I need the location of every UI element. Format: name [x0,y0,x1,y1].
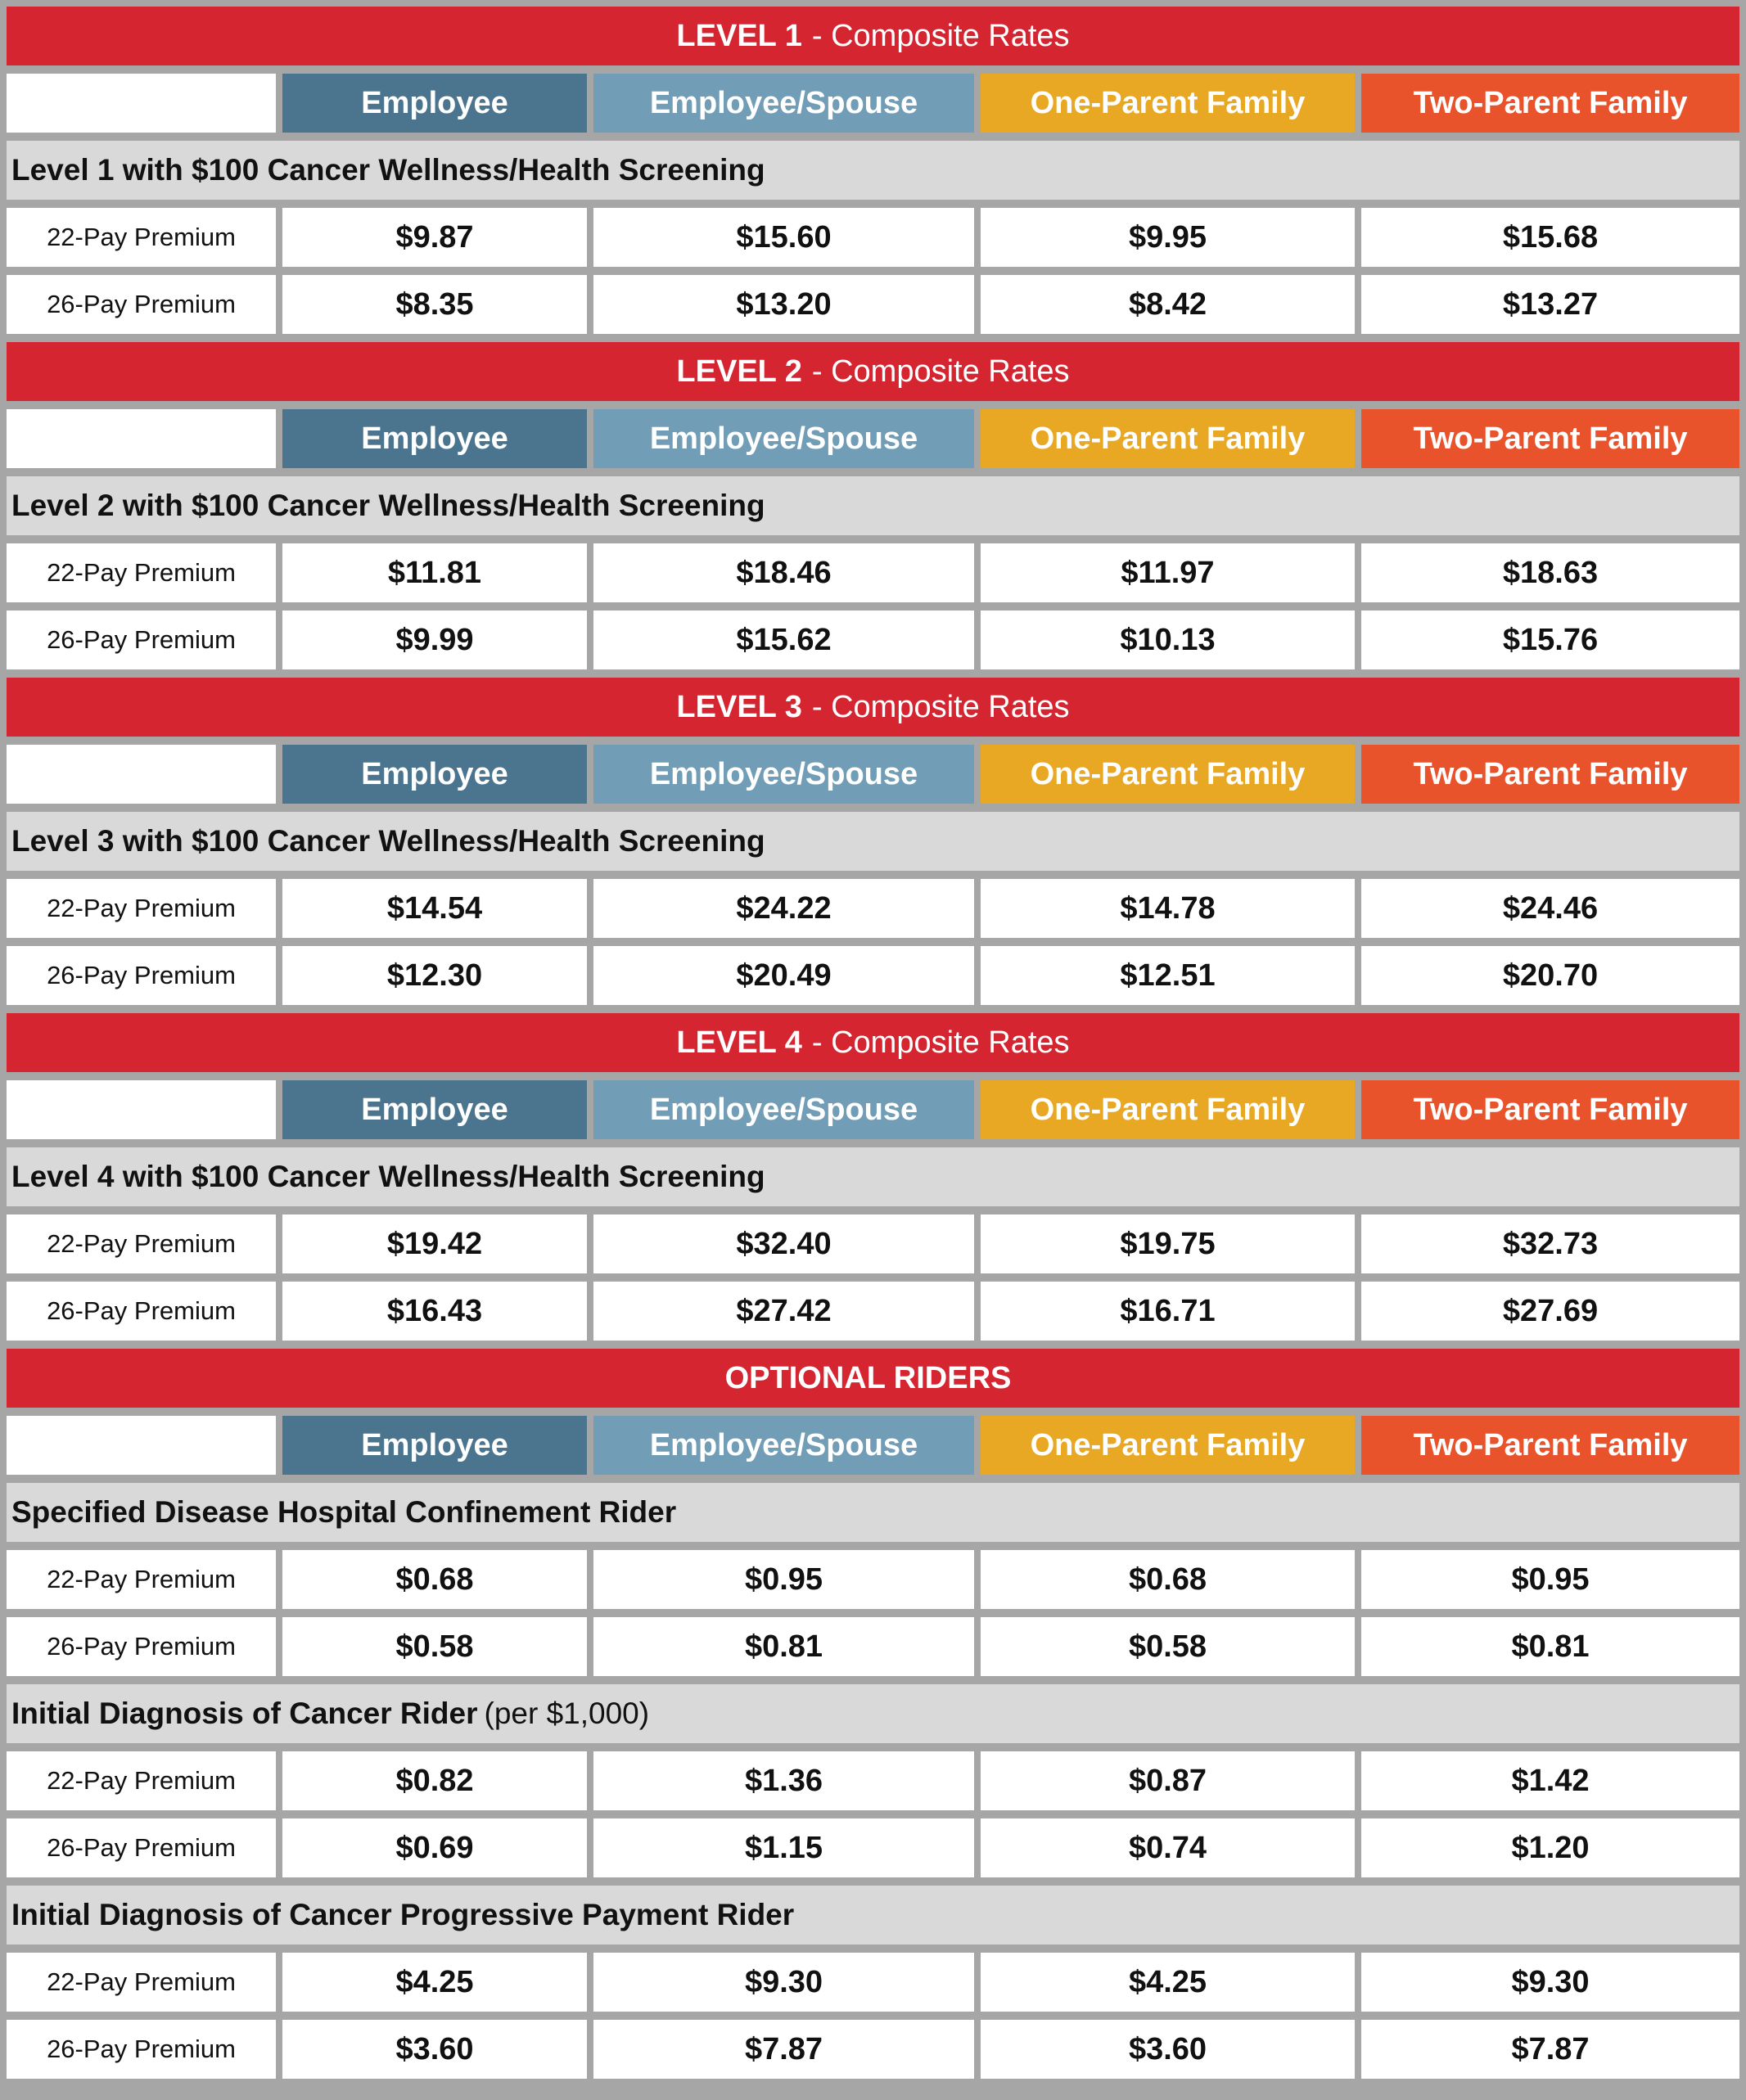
premium-value: $1.42 [1361,1751,1739,1810]
column-header-row [7,1080,1739,1139]
premium-value: $15.68 [1361,208,1739,267]
column-header-cell: Employee/Spouse [593,745,974,804]
group-title-row [7,812,1739,871]
column-header-cell: One-Parent Family [981,409,1355,468]
group-title-row [7,476,1739,535]
premium-label: 26-Pay Premium [7,275,276,334]
table-row [7,1550,1739,1609]
premium-value: $0.69 [282,1818,587,1877]
group-title-row [7,141,1739,200]
group-title-row [7,1147,1739,1206]
premium-value: $3.60 [981,2020,1355,2079]
section-subtitle: - Composite Rates [811,354,1070,389]
table-row [7,1818,1739,1877]
premium-value: $0.58 [981,1617,1355,1676]
premium-value: $1.20 [1361,1818,1739,1877]
column-header-cell: Employee/Spouse [593,1080,974,1139]
premium-label: 22-Pay Premium [7,1953,276,2012]
premium-value: $16.43 [282,1282,587,1341]
column-header-cell: Two-Parent Family [1361,409,1739,468]
column-header-cell: Two-Parent Family [1361,74,1739,133]
premium-value: $0.82 [282,1751,587,1810]
premium-value: $13.20 [593,275,974,334]
column-header-cell: One-Parent Family [981,745,1355,804]
column-header-cell: Employee [282,74,587,133]
section-subtitle: - Composite Rates [811,18,1070,53]
premium-value: $27.42 [593,1282,974,1341]
blank-header-cell [7,409,276,468]
table-row [7,2020,1739,2079]
premium-label: 26-Pay Premium [7,1282,276,1341]
group-title-row [7,1483,1739,1542]
column-header-row [7,1416,1739,1475]
section-header [7,678,1739,737]
group-title: Specified Disease Hospital Confinement Rider [11,1495,677,1529]
premium-value: $8.35 [282,275,587,334]
premium-value: $4.25 [981,1953,1355,2012]
premium-value: $4.25 [282,1953,587,2012]
table-row [7,1282,1739,1341]
premium-label: 26-Pay Premium [7,1617,276,1676]
premium-value: $12.51 [981,946,1355,1005]
premium-label: 26-Pay Premium [7,2020,276,2079]
column-header-cell: One-Parent Family [981,1416,1355,1475]
column-header-row [7,409,1739,468]
premium-value: $11.81 [282,543,587,602]
blank-header-cell [7,745,276,804]
column-header-cell: One-Parent Family [981,74,1355,133]
premium-value: $24.46 [1361,879,1739,938]
premium-value: $15.62 [593,611,974,669]
premium-value: $18.46 [593,543,974,602]
column-header-cell: Employee/Spouse [593,409,974,468]
premium-value: $14.78 [981,879,1355,938]
table-row [7,1751,1739,1810]
section-header [7,342,1739,401]
premium-value: $27.69 [1361,1282,1739,1341]
table-row [7,208,1739,267]
group-title: Level 3 with $100 Cancer Wellness/Health Screening [11,824,765,858]
premium-value: $1.36 [593,1751,974,1810]
premium-value: $14.54 [282,879,587,938]
premium-label: 26-Pay Premium [7,946,276,1005]
section-header [7,7,1739,65]
section-subtitle: - Composite Rates [811,1025,1070,1060]
premium-value: $1.15 [593,1818,974,1877]
premium-label: 22-Pay Premium [7,879,276,938]
blank-header-cell [7,1416,276,1475]
group-title: Initial Diagnosis of Cancer Progressive Payment Rider [11,1898,795,1931]
premium-value: $15.60 [593,208,974,267]
section-title: OPTIONAL RIDERS [724,1360,1012,1395]
table-row [7,1953,1739,2012]
premium-value: $12.30 [282,946,587,1005]
premium-value: $9.30 [1361,1953,1739,2012]
premium-value: $9.30 [593,1953,974,2012]
group-title: Level 1 with $100 Cancer Wellness/Health Screening [11,153,765,187]
premium-value: $24.22 [593,879,974,938]
column-header-cell: Two-Parent Family [1361,1080,1739,1139]
table-row [7,543,1739,602]
premium-value: $18.63 [1361,543,1739,602]
premium-value: $10.13 [981,611,1355,669]
premium-label: 22-Pay Premium [7,1751,276,1810]
section-title: LEVEL 3 [676,689,802,724]
premium-value: $0.87 [981,1751,1355,1810]
premium-value: $19.42 [282,1214,587,1273]
premium-value: $11.97 [981,543,1355,602]
column-header-cell: Employee [282,409,587,468]
premium-label: 22-Pay Premium [7,543,276,602]
column-header-cell: Employee/Spouse [593,1416,974,1475]
group-title-suffix: (per $1,000) [484,1697,650,1730]
section-title: LEVEL 4 [676,1025,802,1060]
premium-value: $7.87 [1361,2020,1739,2079]
premium-value: $8.42 [981,275,1355,334]
blank-header-cell [7,1080,276,1139]
premium-label: 26-Pay Premium [7,1818,276,1877]
premium-value: $0.95 [1361,1550,1739,1609]
premium-value: $0.58 [282,1617,587,1676]
premium-value: $19.75 [981,1214,1355,1273]
table-row [7,611,1739,669]
premium-value: $20.70 [1361,946,1739,1005]
premium-value: $3.60 [282,2020,587,2079]
premium-value: $9.87 [282,208,587,267]
section-header [7,1013,1739,1072]
premium-value: $15.76 [1361,611,1739,669]
premium-value: $0.95 [593,1550,974,1609]
premium-label: 26-Pay Premium [7,611,276,669]
premium-value: $9.99 [282,611,587,669]
premium-value: $7.87 [593,2020,974,2079]
column-header-row [7,745,1739,804]
premium-value: $20.49 [593,946,974,1005]
column-header-cell: Employee [282,745,587,804]
table-row [7,946,1739,1005]
column-header-cell: Employee [282,1416,587,1475]
premium-value: $32.73 [1361,1214,1739,1273]
premium-value: $0.81 [593,1617,974,1676]
column-header-cell: Employee/Spouse [593,74,974,133]
column-header-cell: Two-Parent Family [1361,745,1739,804]
column-header-cell: Two-Parent Family [1361,1416,1739,1475]
column-header-cell: One-Parent Family [981,1080,1355,1139]
section-header [7,1349,1739,1408]
premium-value: $9.95 [981,208,1355,267]
group-title-row [7,1886,1739,1945]
table-row [7,1617,1739,1676]
table-row [7,275,1739,334]
column-header-cell: Employee [282,1080,587,1139]
section-title: LEVEL 2 [676,354,802,389]
group-title: Initial Diagnosis of Cancer Rider [11,1697,478,1730]
premium-value: $0.68 [282,1550,587,1609]
premium-value: $0.74 [981,1818,1355,1877]
group-title-row [7,1684,1739,1743]
premium-label: 22-Pay Premium [7,1214,276,1273]
column-header-row [7,74,1739,133]
section-title: LEVEL 1 [676,18,802,53]
premium-value: $0.81 [1361,1617,1739,1676]
premium-label: 22-Pay Premium [7,208,276,267]
premium-value: $16.71 [981,1282,1355,1341]
table-row [7,879,1739,938]
table-row [7,1214,1739,1273]
premium-value: $32.40 [593,1214,974,1273]
premium-value: $0.68 [981,1550,1355,1609]
blank-header-cell [7,74,276,133]
group-title: Level 2 with $100 Cancer Wellness/Health Screening [11,489,765,522]
premium-label: 22-Pay Premium [7,1550,276,1609]
premium-value: $13.27 [1361,275,1739,334]
group-title: Level 4 with $100 Cancer Wellness/Health Screening [11,1160,765,1193]
section-subtitle: - Composite Rates [811,689,1070,724]
